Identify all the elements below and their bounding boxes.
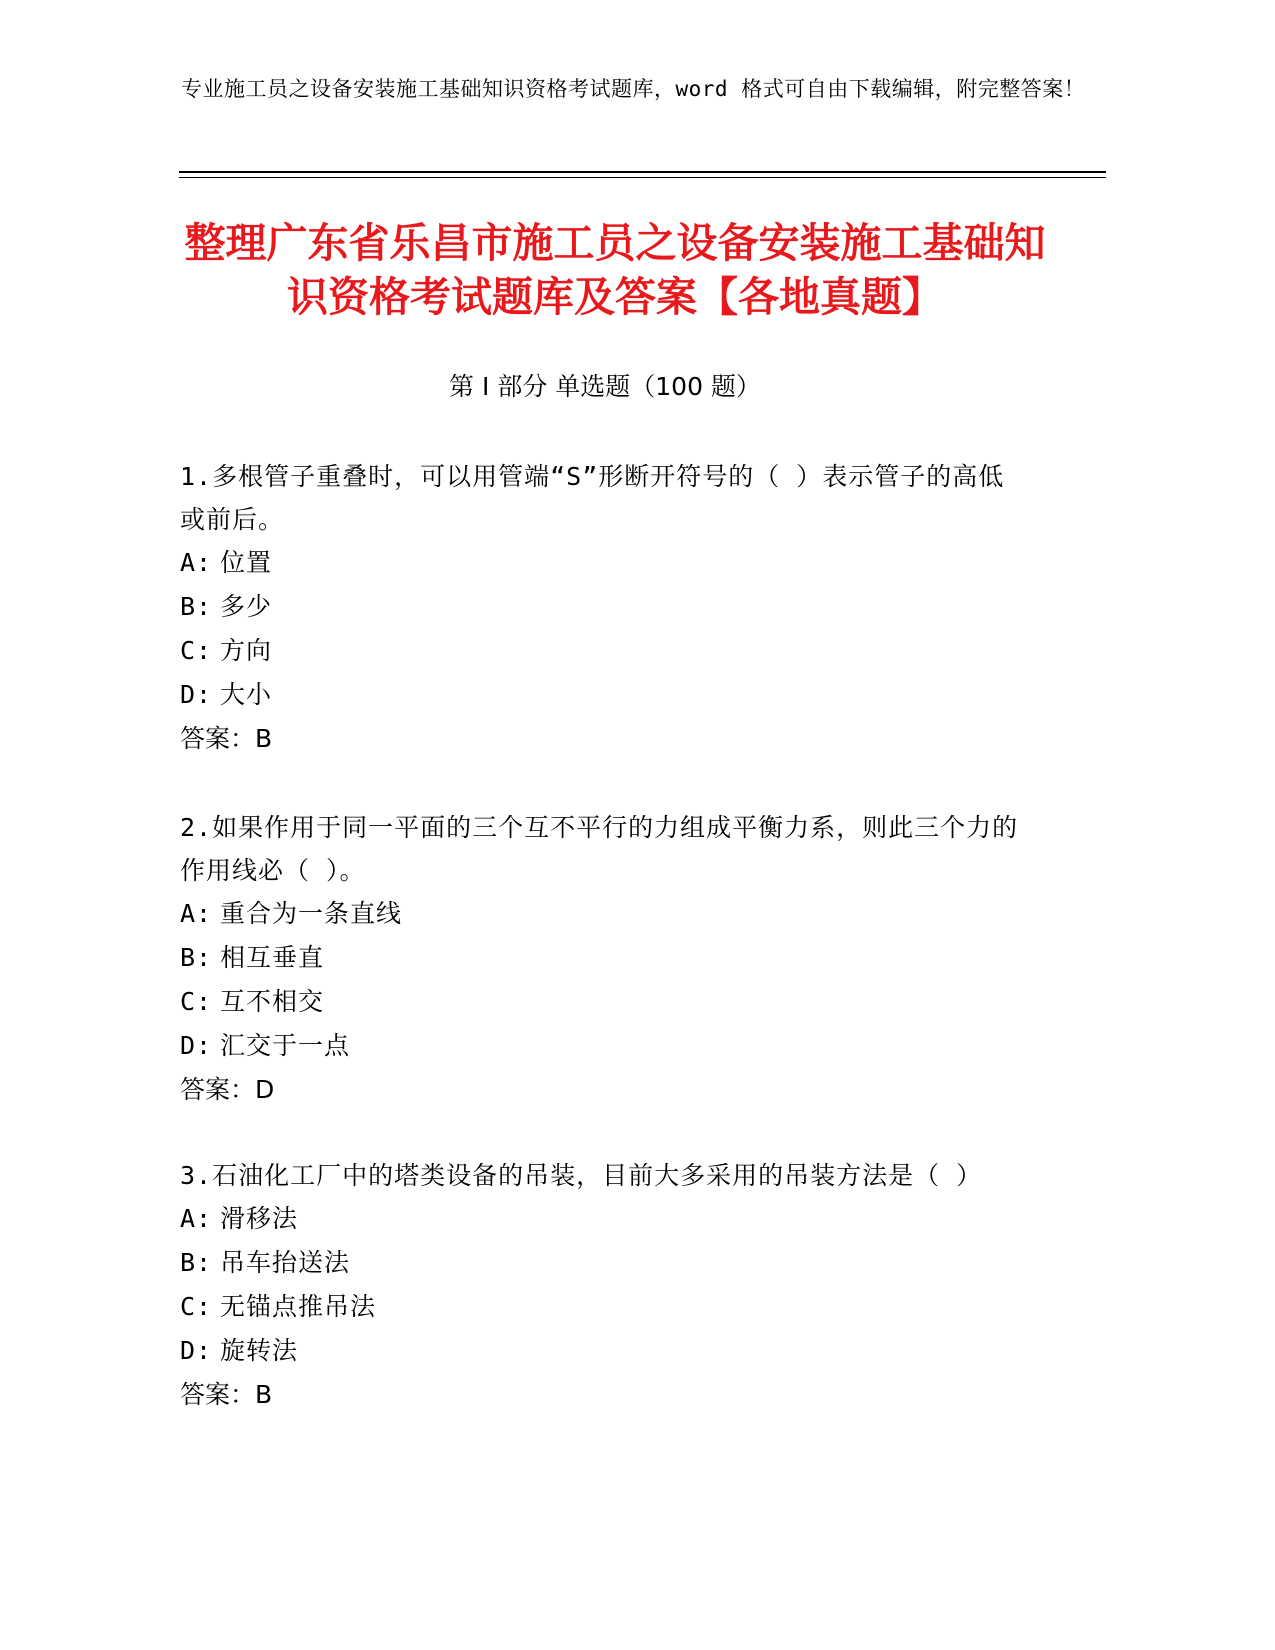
option-c (180, 1285, 1025, 1329)
option-letter: A: (180, 1204, 213, 1233)
option-text: 位置 (220, 548, 273, 577)
option-letter: C: (180, 636, 213, 665)
option-letter: D: (180, 1336, 213, 1365)
option-b (180, 1241, 1025, 1285)
option-text: 重合为一条直线 (220, 899, 403, 928)
option-letter: A: (180, 899, 213, 928)
header-rule-thin (179, 177, 1106, 178)
option-a (180, 1197, 1025, 1241)
option-a (180, 892, 1025, 936)
option-text: 吊车抬送法 (220, 1248, 351, 1277)
answer-line: 答案：D (180, 1075, 275, 1104)
option-d (180, 673, 1025, 717)
option-b (180, 585, 1025, 629)
option-letter: A: (180, 548, 213, 577)
question-stem: 1.多根管子重叠时，可以用管端“S”形断开符号的（ ）表示管子的高低或前后。 (180, 462, 1005, 534)
question-2 (180, 806, 1025, 1112)
question-stem: 3.石油化工厂中的塔类设备的吊装，目前大多采用的吊装方法是（ ） (180, 1161, 983, 1190)
option-letter: C: (180, 1292, 213, 1321)
answer-line: 答案：B (180, 1380, 273, 1409)
option-letter: B: (180, 592, 213, 621)
option-letter: D: (180, 1031, 213, 1060)
header-rule-thick (179, 171, 1106, 173)
option-letter: C: (180, 987, 213, 1016)
option-c (180, 980, 1025, 1024)
option-letter: D: (180, 680, 213, 709)
option-text: 无锚点推吊法 (220, 1292, 377, 1321)
option-text: 多少 (220, 592, 273, 621)
question-stem: 2.如果作用于同一平面的三个互不平行的力组成平衡力系，则此三个力的作用线必（ ）。 (180, 813, 1019, 885)
option-text: 滑移法 (220, 1204, 299, 1233)
question-3 (180, 1154, 1025, 1417)
option-letter: B: (180, 1248, 213, 1277)
answer-line: 答案：B (180, 724, 273, 753)
option-text: 相互垂直 (220, 943, 325, 972)
option-b (180, 936, 1025, 980)
option-text: 互不相交 (220, 987, 325, 1016)
header-note: 专业施工员之设备安装施工基础知识资格考试题库，word 格式可自由下载编辑，附完整答案！ (181, 77, 1086, 101)
question-spacer (180, 1112, 1025, 1154)
option-d (180, 1024, 1025, 1068)
option-text: 汇交于一点 (220, 1031, 351, 1060)
document-title: 整理广东省乐昌市施工员之设备安装施工基础知识资格考试题库及答案【各地真题】 (184, 219, 1046, 321)
question-list (180, 455, 1025, 1417)
question-1 (180, 455, 1025, 761)
option-a (180, 541, 1025, 585)
part-heading: 第 I 部分 单选题（100 题） (449, 372, 761, 401)
option-text: 旋转法 (220, 1336, 299, 1365)
option-text: 方向 (220, 636, 273, 665)
question-spacer (180, 761, 1025, 806)
option-c (180, 629, 1025, 673)
option-letter: B: (180, 943, 213, 972)
option-text: 大小 (220, 680, 273, 709)
option-d (180, 1329, 1025, 1373)
